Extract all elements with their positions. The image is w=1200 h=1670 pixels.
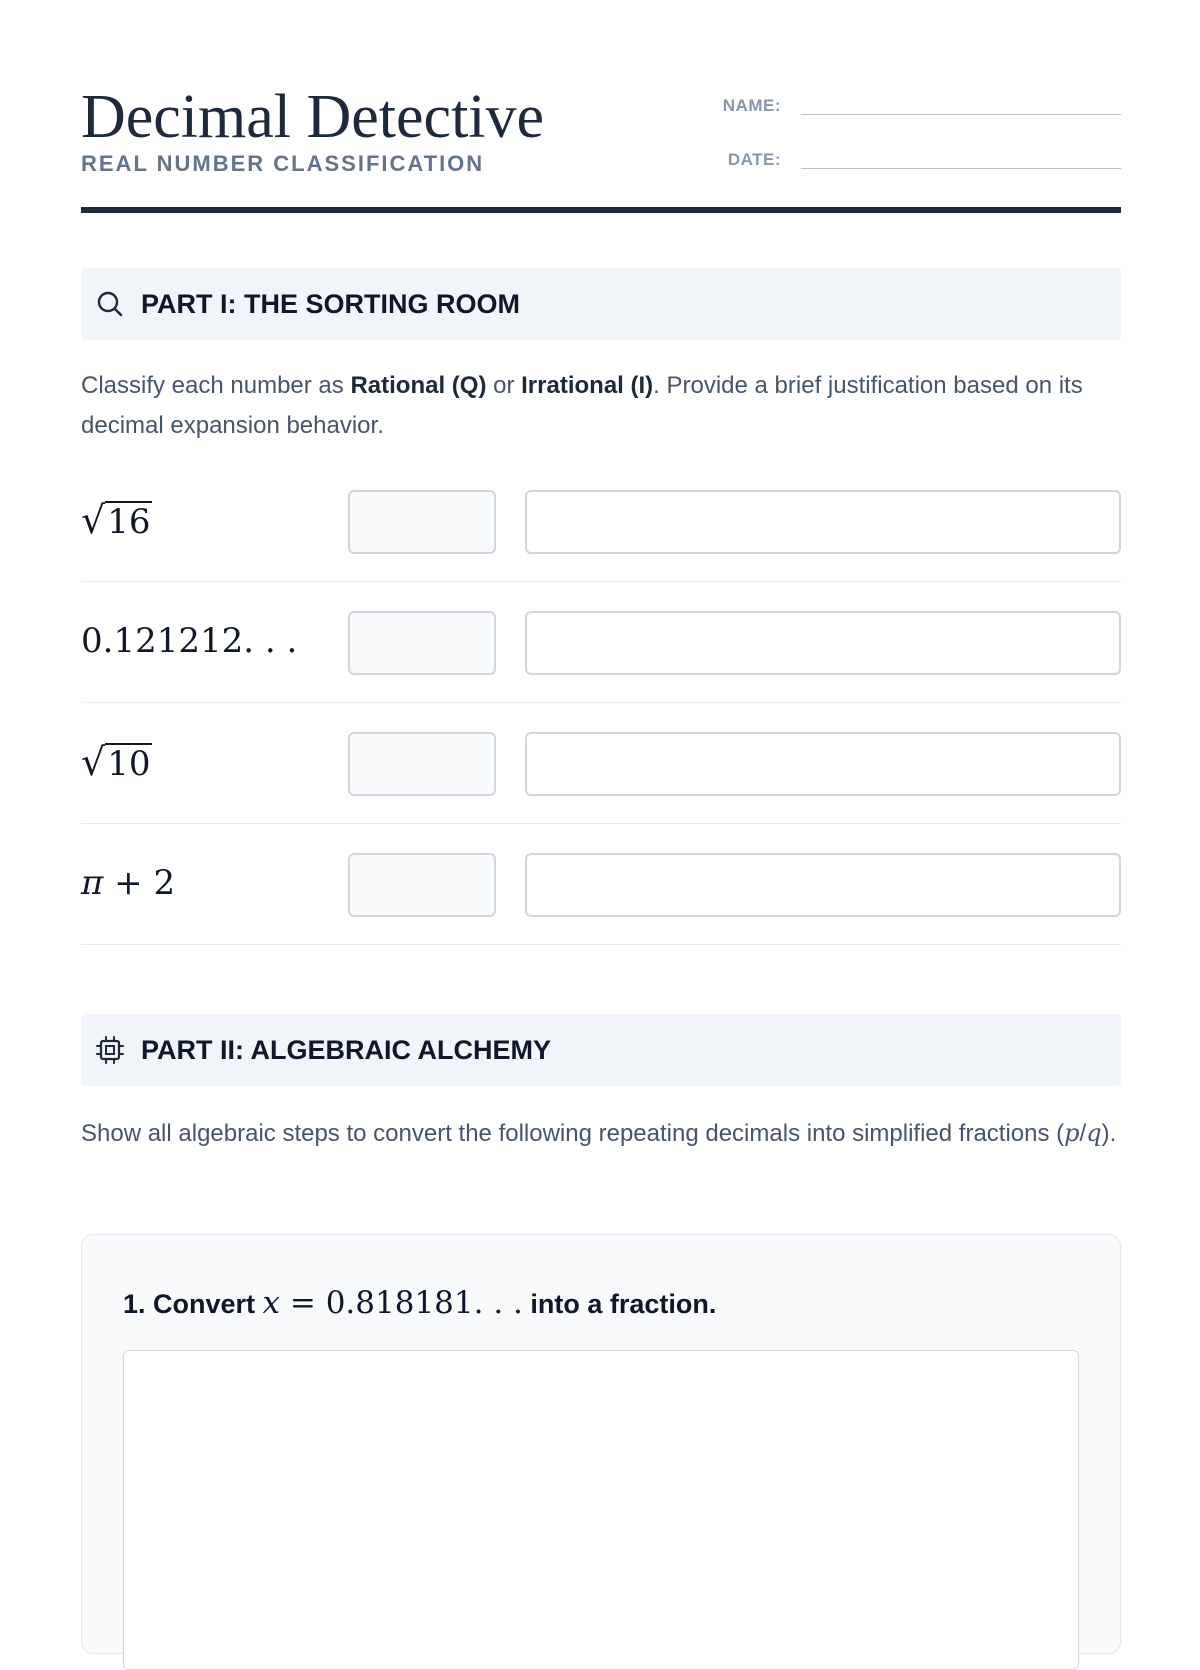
sort-row bbox=[81, 460, 1121, 582]
question-prefix: 1. Convert bbox=[123, 1289, 263, 1319]
math-q: q bbox=[1086, 1119, 1102, 1147]
math-slash: / bbox=[1079, 1120, 1087, 1147]
instruction-text: . Provide a brief justification based on its decimal expansion behavior. bbox=[81, 372, 1083, 439]
number-expression bbox=[81, 702, 152, 823]
classification-input[interactable] bbox=[348, 732, 496, 796]
section-title-part-2: PART II: ALGEBRAIC ALCHEMY bbox=[141, 1035, 551, 1065]
classification-input[interactable] bbox=[348, 853, 496, 917]
math-p: p bbox=[1064, 1119, 1080, 1147]
justification-input[interactable] bbox=[525, 732, 1121, 796]
page-subtitle: REAL NUMBER CLASSIFICATION bbox=[81, 151, 485, 176]
classification-input[interactable] bbox=[348, 490, 496, 554]
section-header-part-1 bbox=[81, 268, 1121, 340]
rational-term: Rational (Q) bbox=[350, 372, 487, 399]
pi-symbol: π bbox=[81, 863, 104, 903]
sort-row bbox=[81, 823, 1121, 945]
cpu-chip-icon bbox=[95, 1035, 125, 1065]
part-1-instructions bbox=[81, 366, 1121, 446]
work-area-input[interactable] bbox=[123, 1350, 1079, 1670]
instruction-text: or bbox=[486, 372, 522, 399]
math-expression: = 0.818181. . . bbox=[280, 1285, 523, 1321]
date-label: DATE: bbox=[727, 150, 781, 169]
justification-input[interactable] bbox=[525, 853, 1121, 917]
instruction-text: ). bbox=[1101, 1120, 1117, 1147]
justification-input[interactable] bbox=[525, 611, 1121, 675]
sort-row bbox=[81, 581, 1121, 703]
expression-rest: + 2 bbox=[114, 863, 176, 903]
sqrt-symbol: √ bbox=[81, 498, 106, 542]
header-divider bbox=[81, 207, 1121, 213]
problem-question bbox=[123, 1283, 716, 1324]
instruction-text: Show all algebraic steps to convert the following repeating decimals into simplified fractions ( bbox=[81, 1120, 1065, 1147]
radicand: 16 bbox=[107, 502, 151, 542]
question-suffix: into a fraction. bbox=[522, 1289, 717, 1319]
section-header-part-2 bbox=[81, 1014, 1121, 1086]
number-expression: 0.121212. . . bbox=[81, 621, 298, 661]
search-icon bbox=[95, 289, 125, 319]
part-2-instructions bbox=[81, 1113, 1121, 1154]
instruction-text: Classify each number as bbox=[81, 372, 351, 399]
classification-input[interactable] bbox=[348, 611, 496, 675]
date-input-line[interactable] bbox=[801, 168, 1121, 169]
justification-input[interactable] bbox=[525, 490, 1121, 554]
question-math bbox=[263, 1285, 523, 1321]
problem-card bbox=[81, 1234, 1121, 1654]
section-title-part-1: PART I: THE SORTING ROOM bbox=[141, 289, 520, 319]
number-expression bbox=[81, 823, 175, 944]
irrational-term: Irrational (I) bbox=[521, 372, 654, 399]
name-field bbox=[701, 94, 1121, 124]
sort-row bbox=[81, 702, 1121, 824]
name-input-line[interactable] bbox=[801, 114, 1121, 115]
page-title: Decimal Detective bbox=[81, 83, 545, 151]
radicand: 10 bbox=[107, 744, 151, 784]
worksheet-header bbox=[81, 0, 1121, 214]
date-field bbox=[701, 148, 1121, 178]
number-expression bbox=[81, 460, 152, 581]
worksheet bbox=[81, 0, 1121, 1321]
math-variable: x bbox=[262, 1285, 281, 1321]
sqrt-symbol: √ bbox=[81, 740, 106, 784]
name-label: NAME: bbox=[722, 96, 781, 115]
